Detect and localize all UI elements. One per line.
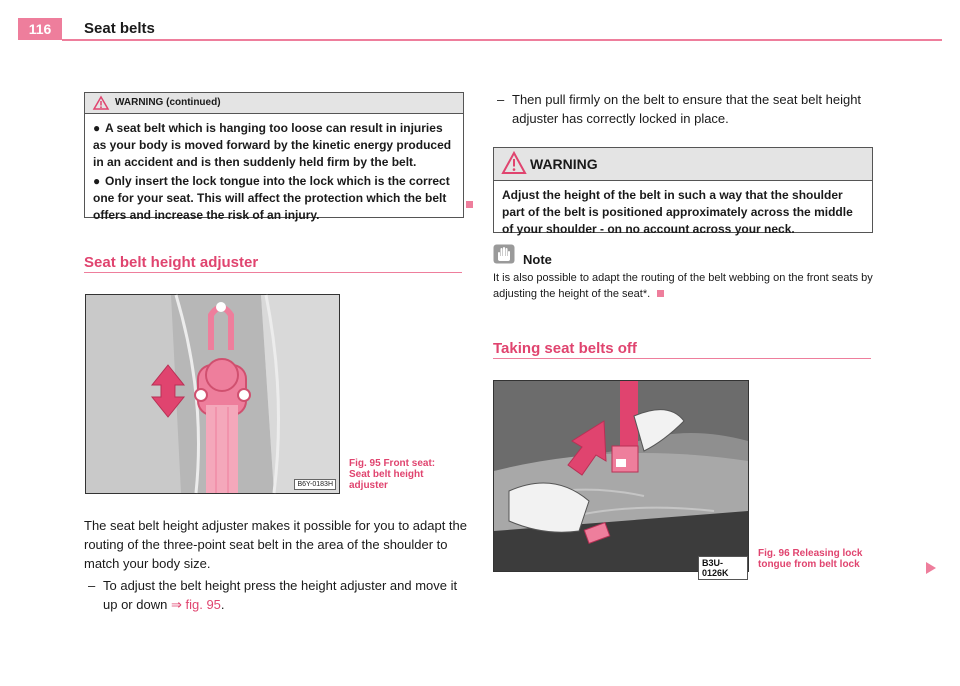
seat-belt-height-adjuster-illustration xyxy=(86,295,339,493)
caption-line: Seat belt height xyxy=(349,469,424,480)
page-title: Seat belts xyxy=(84,20,155,37)
body-paragraph: The seat belt height adjuster makes it possible for you to adapt the routing of the three-point seat belt in the area of the shoulder to match your body size. xyxy=(84,518,468,571)
releasing-lock-tongue-illustration xyxy=(494,381,748,571)
warning-triangle-icon xyxy=(93,96,109,110)
step-tail: . xyxy=(220,597,225,612)
step-text: To adjust the belt height press the height adjuster and move it up or down xyxy=(103,578,458,612)
warning-continued-header xyxy=(85,93,463,114)
cross-ref-arrow: ⇒ xyxy=(170,597,182,612)
step-dash: – xyxy=(497,92,505,107)
section-title-height-adjuster: Seat belt height adjuster xyxy=(84,254,259,271)
warning-bullet-text: Only insert the lock tongue into the lock which is the correct one for your seat. This will affect the protection which the belt offers and increase the risk of an injury. xyxy=(93,174,450,222)
warning-heading: WARNING xyxy=(530,156,598,172)
step-text: Then pull firmly on the belt to ensure that the seat belt height adjuster has correctly locked in place. xyxy=(512,92,862,126)
page-number: 116 xyxy=(18,18,62,40)
warning-bullet-text: A seat belt which is hanging too loose can result in injuries as your body is moved forward by the kinetic energy produced in an accident and is then suddenly held firm by the belt. xyxy=(93,121,452,169)
note-body xyxy=(493,270,878,302)
bullet-dot: ● xyxy=(93,174,101,188)
section-rule xyxy=(84,272,462,273)
end-marker xyxy=(657,290,664,297)
figure-96 xyxy=(493,380,749,578)
figure-95 xyxy=(85,294,340,494)
figure-code: B6Y-0183H xyxy=(294,479,336,490)
step-dash: – xyxy=(88,578,96,593)
figure-code: B3U-0126K xyxy=(698,556,748,580)
caption-line: tongue from belt lock xyxy=(758,559,860,570)
section-title-taking-belts-off: Taking seat belts off xyxy=(493,340,637,357)
caption-line: Fig. 96 Releasing lock xyxy=(758,548,863,559)
instruction-step xyxy=(493,90,878,128)
note-label: Note xyxy=(523,252,552,267)
warning-triangle-icon xyxy=(502,152,526,174)
next-page-arrow-icon[interactable] xyxy=(926,562,936,574)
warning-bullet xyxy=(93,173,455,224)
end-marker xyxy=(466,201,473,208)
note-text: It is also possible to adapt the routing of the belt webbing on the front seats by adjusting the height of the seat*. xyxy=(493,272,873,300)
warning-box xyxy=(493,147,873,236)
step-text-wrap xyxy=(103,576,469,614)
caption-line: adjuster xyxy=(349,480,388,491)
note-hand-icon xyxy=(493,244,515,264)
instruction-step xyxy=(84,576,469,614)
warning-continued-heading: WARNING (continued) xyxy=(115,97,221,108)
figure-96-caption xyxy=(758,548,862,570)
warning-continued-body xyxy=(85,114,463,230)
caption-line: Fig. 95 Front seat: xyxy=(349,458,436,469)
section-rule xyxy=(493,358,871,359)
header-rule xyxy=(62,39,942,41)
warning-bullet xyxy=(93,120,455,171)
bullet-dot: ● xyxy=(93,121,101,135)
warning-continued-box xyxy=(84,92,464,222)
figure-link[interactable]: fig. 95 xyxy=(185,597,221,612)
warning-header xyxy=(494,148,872,181)
warning-body: Adjust the height of the belt in such a way that the shoulder part of the belt is positioned approximately across the middle of your shoulder - on no account across your neck. xyxy=(502,188,853,236)
figure-95-caption xyxy=(349,458,435,491)
